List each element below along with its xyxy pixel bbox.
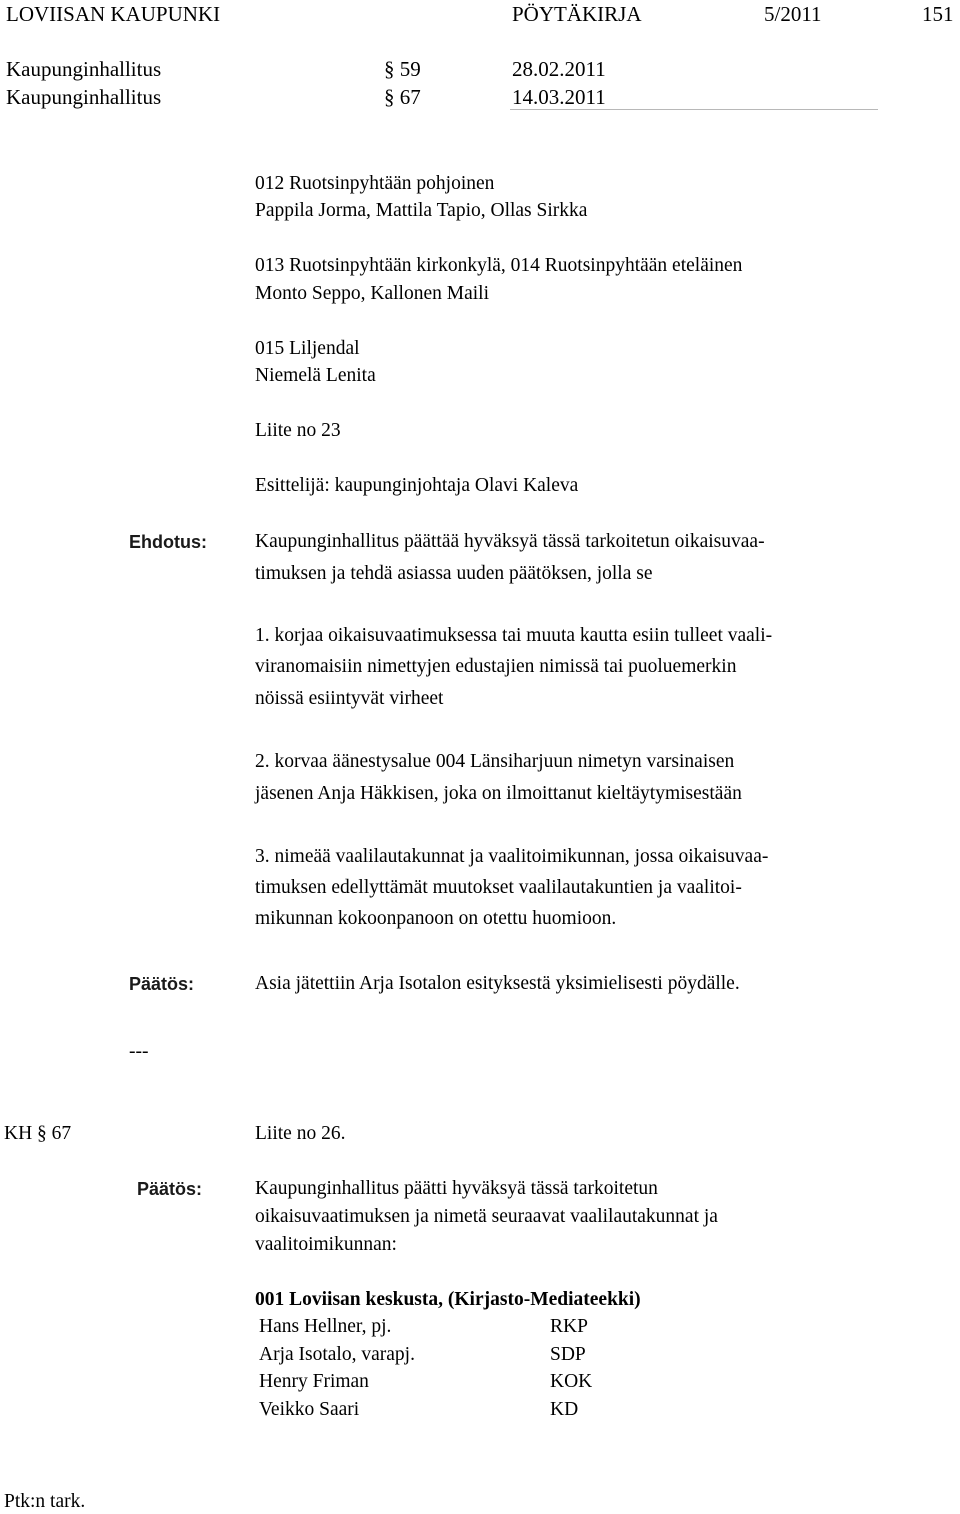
member-name: Hans Hellner, pj. xyxy=(259,1316,392,1337)
decision-text: Kaupunginhallitus päätti hyväksyä tässä tarkoitetun xyxy=(255,1178,658,1199)
member-party: KD xyxy=(550,1399,579,1420)
decision-text: Asia jätettiin Arja Isotalon esityksestä yksimielisesti pöydälle. xyxy=(255,973,740,994)
proposal-text: Kaupunginhallitus päättää hyväksyä tässä tarkoitetun oikaisuvaa- xyxy=(255,531,765,552)
attachment-23: Liite no 23 xyxy=(255,420,341,441)
member-party: RKP xyxy=(550,1316,588,1337)
meeting-date: 28.02.2011 xyxy=(512,57,606,81)
footer-signature: Ptk:n tark. xyxy=(4,1491,86,1512)
proposal-item: jäsenen Anja Häkkisen, joka on ilmoittanut kieltäytymisestään xyxy=(255,783,742,804)
district-members: Pappila Jorma, Mattila Tapio, Ollas Sirkka xyxy=(255,200,588,221)
proposal-item: mikunnan kokoonpanoon on otettu huomioon. xyxy=(255,908,617,929)
issue-number: 5/2011 xyxy=(764,2,822,26)
proposal-item: 1. korjaa oikaisuvaatimuksessa tai muuta kautta esiin tulleet vaali- xyxy=(255,625,773,646)
org-name: LOVIISAN KAUPUNKI xyxy=(6,2,221,26)
member-name: Veikko Saari xyxy=(259,1399,360,1420)
meeting-section: § 67 xyxy=(384,85,421,109)
proposal-label: Ehdotus: xyxy=(129,532,207,552)
meeting-date: 14.03.2011 xyxy=(512,85,606,109)
header-rule xyxy=(510,109,878,110)
member-name: Henry Friman xyxy=(259,1371,369,1392)
decision-label: Päätös: xyxy=(129,974,195,994)
meeting-section: § 59 xyxy=(384,57,421,81)
proposal-item: nöissä esiintyvät virheet xyxy=(255,688,444,709)
decision-text: oikaisuvaatimuksen ja nimetä seuraavat vaalilautakunnat ja xyxy=(255,1206,718,1227)
member-party: KOK xyxy=(550,1371,593,1392)
district-name: 015 Liljendal xyxy=(255,338,360,359)
district-name: 013 Ruotsinpyhtään kirkonkylä, 014 Ruotsinpyhtään eteläinen xyxy=(255,255,743,276)
member-name: Arja Isotalo, varapj. xyxy=(259,1344,415,1365)
proposal-item: viranomaisiin nimettyjen edustajien nimissä tai puoluemerkin xyxy=(255,656,737,677)
decision-text: vaalitoimikunnan: xyxy=(255,1234,397,1255)
separator: --- xyxy=(129,1041,149,1062)
proposal-text: timuksen ja tehdä asiassa uuden päätöksen, jolla se xyxy=(255,563,653,584)
meeting-body: Kaupunginhallitus xyxy=(6,57,162,81)
decision-label: Päätös: xyxy=(137,1179,203,1199)
proposal-item: 2. korvaa äänestysalue 004 Länsiharjuun nimetyn varsinaisen xyxy=(255,751,735,772)
committee-title: 001 Loviisan keskusta, (Kirjasto-Mediateekki) xyxy=(255,1289,641,1310)
district-name: 012 Ruotsinpyhtään pohjoinen xyxy=(255,173,495,194)
district-members: Niemelä Lenita xyxy=(255,365,376,386)
presenter: Esittelijä: kaupunginjohtaja Olavi Kaleva xyxy=(255,475,579,496)
meeting-body: Kaupunginhallitus xyxy=(6,85,162,109)
doc-type: PÖYTÄKIRJA xyxy=(512,2,642,26)
district-members: Monto Seppo, Kallonen Maili xyxy=(255,283,489,304)
page-number: 151 xyxy=(922,2,954,26)
kh-reference: KH § 67 xyxy=(4,1123,72,1144)
attachment-26: Liite no 26. xyxy=(255,1123,346,1144)
proposal-item: 3. nimeää vaalilautakunnat ja vaalitoimikunnan, jossa oikaisuvaa- xyxy=(255,846,769,867)
proposal-item: timuksen edellyttämät muutokset vaalilautakuntien ja vaalitoi- xyxy=(255,877,742,898)
member-party: SDP xyxy=(550,1344,586,1365)
